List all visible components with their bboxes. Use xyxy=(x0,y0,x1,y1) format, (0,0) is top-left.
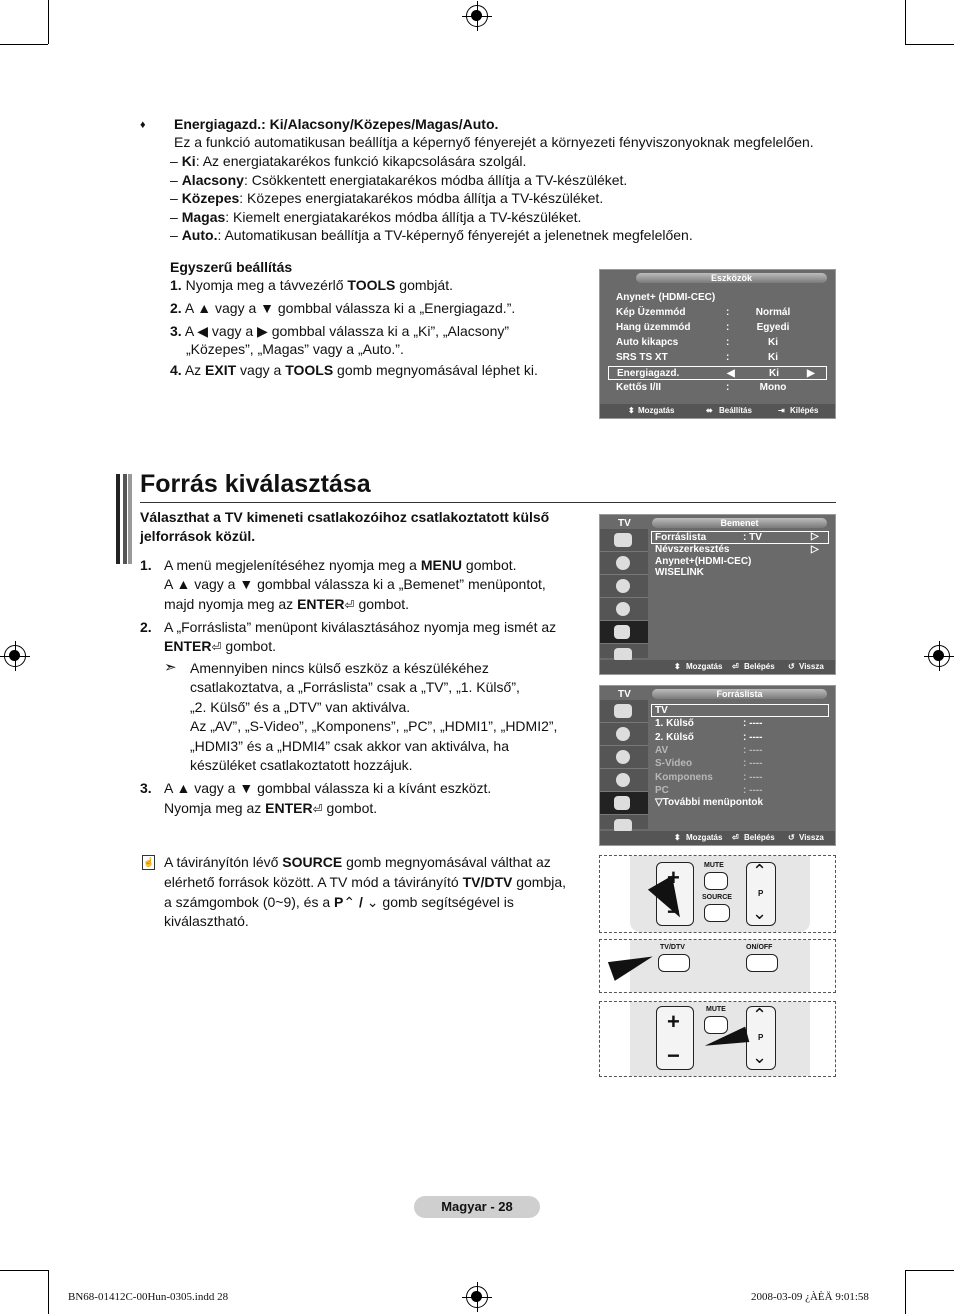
picture-menu-icon xyxy=(600,700,648,723)
plus-icon: + xyxy=(667,865,680,890)
energy-option-desc: : Közepes energiatakarékos módba állítja a TV-készüléket. xyxy=(239,190,604,207)
tools-osd-separator: : xyxy=(726,382,730,393)
easy-step-4: 4. Az EXIT vagy a TOOLS gomb megnyomásával léphet ki. xyxy=(170,362,538,378)
source-list-item: S-Video xyxy=(655,758,693,770)
mute-icon xyxy=(704,872,728,890)
source-list-value: : ---- xyxy=(743,744,763,756)
source-step-2: A „Forráslista” menüpont kiválasztásához nyomja meg ismét az xyxy=(164,619,557,635)
crop-mark xyxy=(905,44,954,45)
title-bar-accent xyxy=(116,474,120,564)
mute-label: MUTE xyxy=(706,1006,726,1013)
setup-menu-icon xyxy=(600,598,648,621)
step-number: 2. xyxy=(140,619,152,635)
picture-menu-icon xyxy=(600,529,648,552)
dash-icon: – xyxy=(170,153,182,169)
source-list-value: : ---- xyxy=(743,731,763,743)
tools-osd-row xyxy=(608,336,827,350)
source-list-item: AV xyxy=(655,744,669,756)
page-title: Forrás kiválasztása xyxy=(140,470,371,498)
dash-icon: – xyxy=(170,208,182,225)
source-list-osd-title: Forráslista xyxy=(652,689,827,699)
tools-osd-row xyxy=(608,306,827,320)
step-number: 1. xyxy=(140,557,152,573)
enter-icon: ⏎ xyxy=(344,598,355,612)
source-list-item: 1. Külső xyxy=(655,718,694,730)
enter-icon: ⏎ xyxy=(732,833,739,842)
lead-text-cont: jelforrások közül. xyxy=(140,528,256,544)
dash-icon: – xyxy=(170,190,182,207)
tools-osd-label: Energiagazd. xyxy=(617,368,680,379)
note-line: Az „AV”, „S-Video”, „Komponens”, „PC”, „HDMI1”, „HDMI2”, xyxy=(190,718,558,735)
registration-mark-icon xyxy=(466,5,488,27)
crop-mark xyxy=(48,1270,49,1314)
energy-option xyxy=(170,226,693,245)
source-list-value: : ---- xyxy=(743,771,763,783)
source-button-icon xyxy=(704,904,730,922)
input-osd-item: Anynet+(HDMI-CEC) xyxy=(655,555,752,567)
input-osd-item: Névszerkesztés xyxy=(655,543,730,555)
crop-mark xyxy=(905,1270,906,1314)
minus-icon: − xyxy=(667,1043,680,1068)
chevron-down-icon: ⌄ xyxy=(366,894,379,910)
energy-option xyxy=(170,171,627,190)
arrow-right-icon: ▷ xyxy=(811,544,819,555)
tip-line-3: a számgombok (0~9), és a P⌃ / ⌄ gomb segítségével is xyxy=(164,894,514,910)
energy-option-desc: : Automatikusan beállítja a TV-képernyő fényerejét a jelenetnek megfelelően. xyxy=(217,227,693,244)
tools-osd-footer: ⬍ Mozgatás ⬌ Beállítás ⇥ Kilépés xyxy=(600,404,835,418)
tools-osd-label: Kép Üzemmód xyxy=(616,307,686,318)
tools-osd-separator: : xyxy=(726,352,730,363)
tools-osd-label: Auto kikapcs xyxy=(616,337,679,348)
source-list-item: Komponens xyxy=(655,771,713,783)
note-arrow-icon: ➣ xyxy=(164,659,177,676)
chevron-up-icon: ⌃ xyxy=(752,861,768,881)
crop-mark xyxy=(905,1270,954,1271)
updown-icon: ⬍ xyxy=(674,662,681,671)
source-list-osd-footer: ⬍ Mozgatás ⏎ Belépés ↺ Vissza xyxy=(600,831,835,845)
note-line: „HDMI3” és a „HDMI4” csak akkor van aktiválva, ha xyxy=(190,737,509,754)
lead-text: Választhat a TV kimeneti csatlakozóihoz csatlakoztatott külső xyxy=(140,509,550,525)
input-menu-icon xyxy=(600,621,648,644)
hand-note-icon: ☝ xyxy=(142,855,155,870)
tools-osd-row xyxy=(608,366,827,380)
source-list-value: : ---- xyxy=(743,784,763,796)
chevron-down-icon: ⌄ xyxy=(752,903,768,923)
energy-option-desc: : Kiemelt energiatakarékos módba állítja a TV-készüléket. xyxy=(225,208,582,225)
sound-menu-icon xyxy=(600,723,648,746)
tools-osd-value: Egyedi xyxy=(756,322,790,333)
tools-osd-label: SRS TS XT xyxy=(616,352,668,363)
remote-body xyxy=(630,940,810,992)
input-menu-icon xyxy=(600,792,648,815)
source-step-2-line2: ENTER⏎ gombot. xyxy=(164,638,276,654)
energy-option xyxy=(170,189,603,208)
note-line: csatlakoztatva, a „Forráslista” csak a „TV”, „1. Külső”, xyxy=(190,679,520,696)
title-bar-accent xyxy=(123,474,127,564)
volume-button xyxy=(656,1006,694,1070)
remote-channel-illustration xyxy=(599,1001,836,1077)
energy-heading: Energiagazd.: Ki/Alacsony/Közepes/Magas/Auto. xyxy=(174,116,499,132)
tools-osd-value: Ki xyxy=(768,352,778,363)
channel-button xyxy=(746,1006,776,1070)
channel-menu-icon xyxy=(600,746,648,769)
leftright-icon: ⬌ xyxy=(706,406,713,415)
easy-step-2: 2. A ▲ vagy a ▼ gombbal válassza ki a „Energiagazd.”. xyxy=(170,300,516,316)
tools-osd xyxy=(599,269,836,419)
source-step-3: A ▲ vagy a ▼ gombbal válassza ki a kívánt eszközt. xyxy=(164,780,492,796)
crop-mark xyxy=(0,44,48,45)
tvdtv-label: TV/DTV xyxy=(660,944,685,951)
note-line: Amennyiben nincs külső eszköz a készülékéhez xyxy=(190,660,489,676)
step-number: 3. xyxy=(140,780,152,796)
exit-icon: ⇥ xyxy=(778,406,785,415)
chevron-up-icon: ⌃ xyxy=(343,894,356,910)
tip-line-2: elérhető források között. A TV mód a távirányító TV/DTV gombja, xyxy=(164,874,567,890)
file-info: BN68-01412C-00Hun-0305.indd 28 xyxy=(68,1291,229,1303)
tools-osd-title: Eszközök xyxy=(636,273,827,283)
osd-selection-box xyxy=(651,704,829,717)
chevron-up-icon: ⌃ xyxy=(752,1005,768,1025)
energy-option xyxy=(170,152,526,171)
title-rule xyxy=(140,502,836,503)
crop-mark xyxy=(905,0,906,44)
energy-intro: Ez a funkció automatikusan beállítja a képernyő fényerejét a környezeti fényviszonyoknak megfelelően. xyxy=(174,134,814,150)
source-step-1-line2: A ▲ vagy a ▼ gombbal válassza ki a „Bemenet” menüpontot, xyxy=(164,576,546,592)
remote-tvdtv-illustration xyxy=(599,939,836,993)
enter-icon: ⏎ xyxy=(312,802,323,816)
input-osd-footer: ⬍ Mozgatás ⏎ Belépés ↺ Vissza xyxy=(600,660,835,674)
title-bar-accent xyxy=(128,474,132,564)
return-icon: ↺ xyxy=(788,662,795,671)
note-line: „2. Külső” és a „DTV” van aktiválva. xyxy=(190,698,411,715)
minus-icon: − xyxy=(667,899,680,924)
energy-option xyxy=(170,208,581,227)
updown-icon: ⬍ xyxy=(674,833,681,842)
p-label: P xyxy=(758,889,764,898)
registration-mark-icon xyxy=(928,645,950,667)
easy-step-1: 1. Nyomja meg a távvezérlő TOOLS gombját. xyxy=(170,277,453,293)
tools-osd-value: Mono xyxy=(759,382,787,393)
osd-sidebar xyxy=(600,700,648,829)
input-osd-item: WISELINK xyxy=(655,567,704,579)
source-list-osd xyxy=(599,685,836,846)
tools-osd-row xyxy=(608,351,827,365)
return-icon: ↺ xyxy=(788,833,795,842)
updown-icon: ⬍ xyxy=(628,406,635,415)
tools-osd-value: Normál xyxy=(755,307,791,318)
mute-label: MUTE xyxy=(704,862,724,869)
crop-mark xyxy=(48,0,49,44)
tools-osd-row xyxy=(608,381,827,395)
easy-step-3-cont: „Közepes”, „Magas” vagy a „Auto.”. xyxy=(186,341,404,357)
tools-osd-row xyxy=(608,291,827,305)
sound-menu-icon xyxy=(600,552,648,575)
input-osd-item: Forráslista xyxy=(655,532,707,543)
source-list-item: PC xyxy=(655,784,669,796)
channel-button xyxy=(746,862,776,926)
bullet-icon: ♦ xyxy=(140,119,146,131)
onoff-label: ON/OFF xyxy=(746,944,773,951)
source-step-1: A menü megjelenítéséhez nyomja meg a MENU gombot. xyxy=(164,557,517,573)
osd-tv-label: TV xyxy=(618,689,631,700)
tools-osd-value: Ki xyxy=(769,368,779,379)
tools-osd-separator: ◀ xyxy=(727,368,735,379)
p-label: P xyxy=(758,1033,764,1042)
source-list-value: : ---- xyxy=(743,718,763,730)
dash-icon: – xyxy=(170,227,182,244)
source-list-item: 2. Külső xyxy=(655,731,694,743)
more-items: ▽További menüpontok xyxy=(655,797,764,808)
osd-sidebar xyxy=(600,529,648,658)
tip-line-4: kiválasztható. xyxy=(164,913,249,929)
tools-osd-label: Kettős I/II xyxy=(616,382,662,393)
source-step-3-line2: Nyomja meg az ENTER⏎ gombot. xyxy=(164,800,378,816)
osd-tv-label: TV xyxy=(618,518,631,529)
input-osd xyxy=(599,514,836,675)
power-button-icon xyxy=(746,954,778,972)
tip-line-1: A távirányítón lévő SOURCE gomb megnyomásával válthat az xyxy=(164,854,551,870)
enter-icon: ⏎ xyxy=(211,640,222,654)
note-line: készüléket csatlakoztatott hozzájuk. xyxy=(190,757,413,773)
setup-menu-icon xyxy=(600,769,648,792)
enter-icon: ⏎ xyxy=(732,662,739,671)
input-osd-title: Bemenet xyxy=(652,518,827,528)
chevron-down-icon: ⌄ xyxy=(752,1047,768,1067)
arrow-right-icon: ▷ xyxy=(811,531,819,542)
print-date: 2008-03-09 ¿ÀÈÄ 9:01:58 xyxy=(751,1291,869,1303)
energy-option-term: Ki xyxy=(181,153,196,169)
source-list-item: TV xyxy=(655,705,668,716)
tools-osd-separator: : xyxy=(726,337,730,348)
easy-setup-title: Egyszerű beállítás xyxy=(170,259,293,275)
tools-osd-separator: : xyxy=(726,307,730,318)
tools-osd-label: Hang üzemmód xyxy=(616,322,691,333)
source-step-1-line3: majd nyomja meg az ENTER⏎ gombot. xyxy=(164,596,410,612)
remote-source-illustration xyxy=(599,855,836,933)
registration-mark-icon xyxy=(466,1286,488,1308)
source-label: SOURCE xyxy=(702,894,732,901)
source-list-value: : ---- xyxy=(743,758,763,770)
tvdtv-button-icon xyxy=(658,954,690,972)
energy-option-term: Auto. xyxy=(181,227,218,244)
tools-osd-separator: : xyxy=(726,322,730,333)
easy-step-3: 3. A ◀ vagy a ▶ gombbal válassza ki a „Ki”, „Alacsony” xyxy=(170,323,510,339)
tools-osd-label: Anynet+ (HDMI-CEC) xyxy=(616,292,716,303)
dash-icon: – xyxy=(170,171,182,188)
page-number-badge: Magyar - 28 xyxy=(414,1196,540,1218)
channel-menu-icon xyxy=(600,575,648,598)
energy-option-term: Magas xyxy=(181,208,226,225)
tools-osd-row xyxy=(608,321,827,335)
tools-osd-value: Ki xyxy=(768,337,778,348)
energy-option-term: Közepes xyxy=(181,190,240,207)
registration-mark-icon xyxy=(4,645,26,667)
arrow-right-icon: ▶ xyxy=(807,368,815,379)
crop-mark xyxy=(0,1270,48,1271)
energy-option-desc: : Csökkentett energiatakarékos módba állítja a TV-készüléket. xyxy=(243,171,628,188)
plus-icon: + xyxy=(667,1009,680,1034)
energy-option-term: Alacsony xyxy=(181,171,244,188)
energy-option-desc: : Az energiatakarékos funkció kikapcsolására szolgál. xyxy=(195,153,527,169)
input-osd-value: : TV xyxy=(743,532,762,543)
